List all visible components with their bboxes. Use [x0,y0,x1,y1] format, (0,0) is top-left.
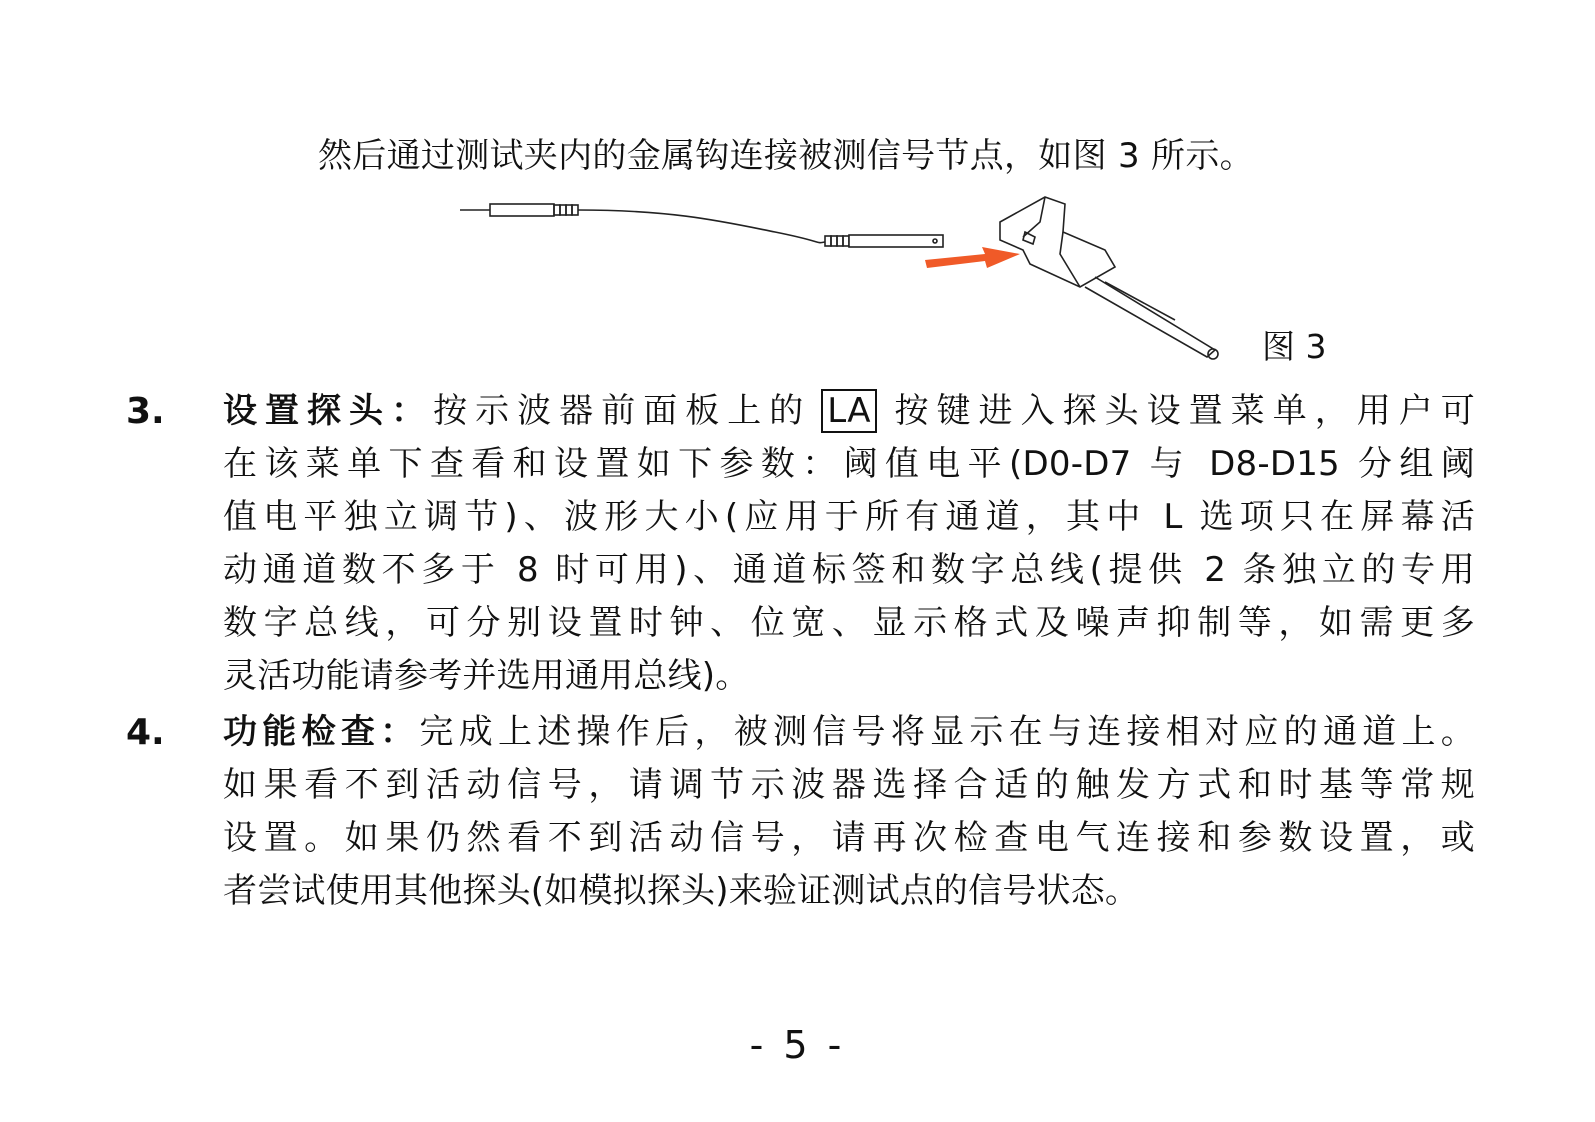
step-number: 3. [126,391,165,432]
step-title: 功能检查： [223,712,420,752]
probe-clip-illustration [455,192,1255,372]
insert-arrow-icon [925,247,1020,268]
figure-caption: 图 3 [1262,327,1327,366]
step-number: 4. [126,712,165,753]
la-key-label: LA [821,389,876,433]
intro-paragraph: 然后通过测试夹内的金属钩连接被测信号节点，如图 3 所示。 [318,136,1254,176]
page-number: - 5 - [749,1023,846,1067]
step-title: 设置探头： [223,391,434,431]
